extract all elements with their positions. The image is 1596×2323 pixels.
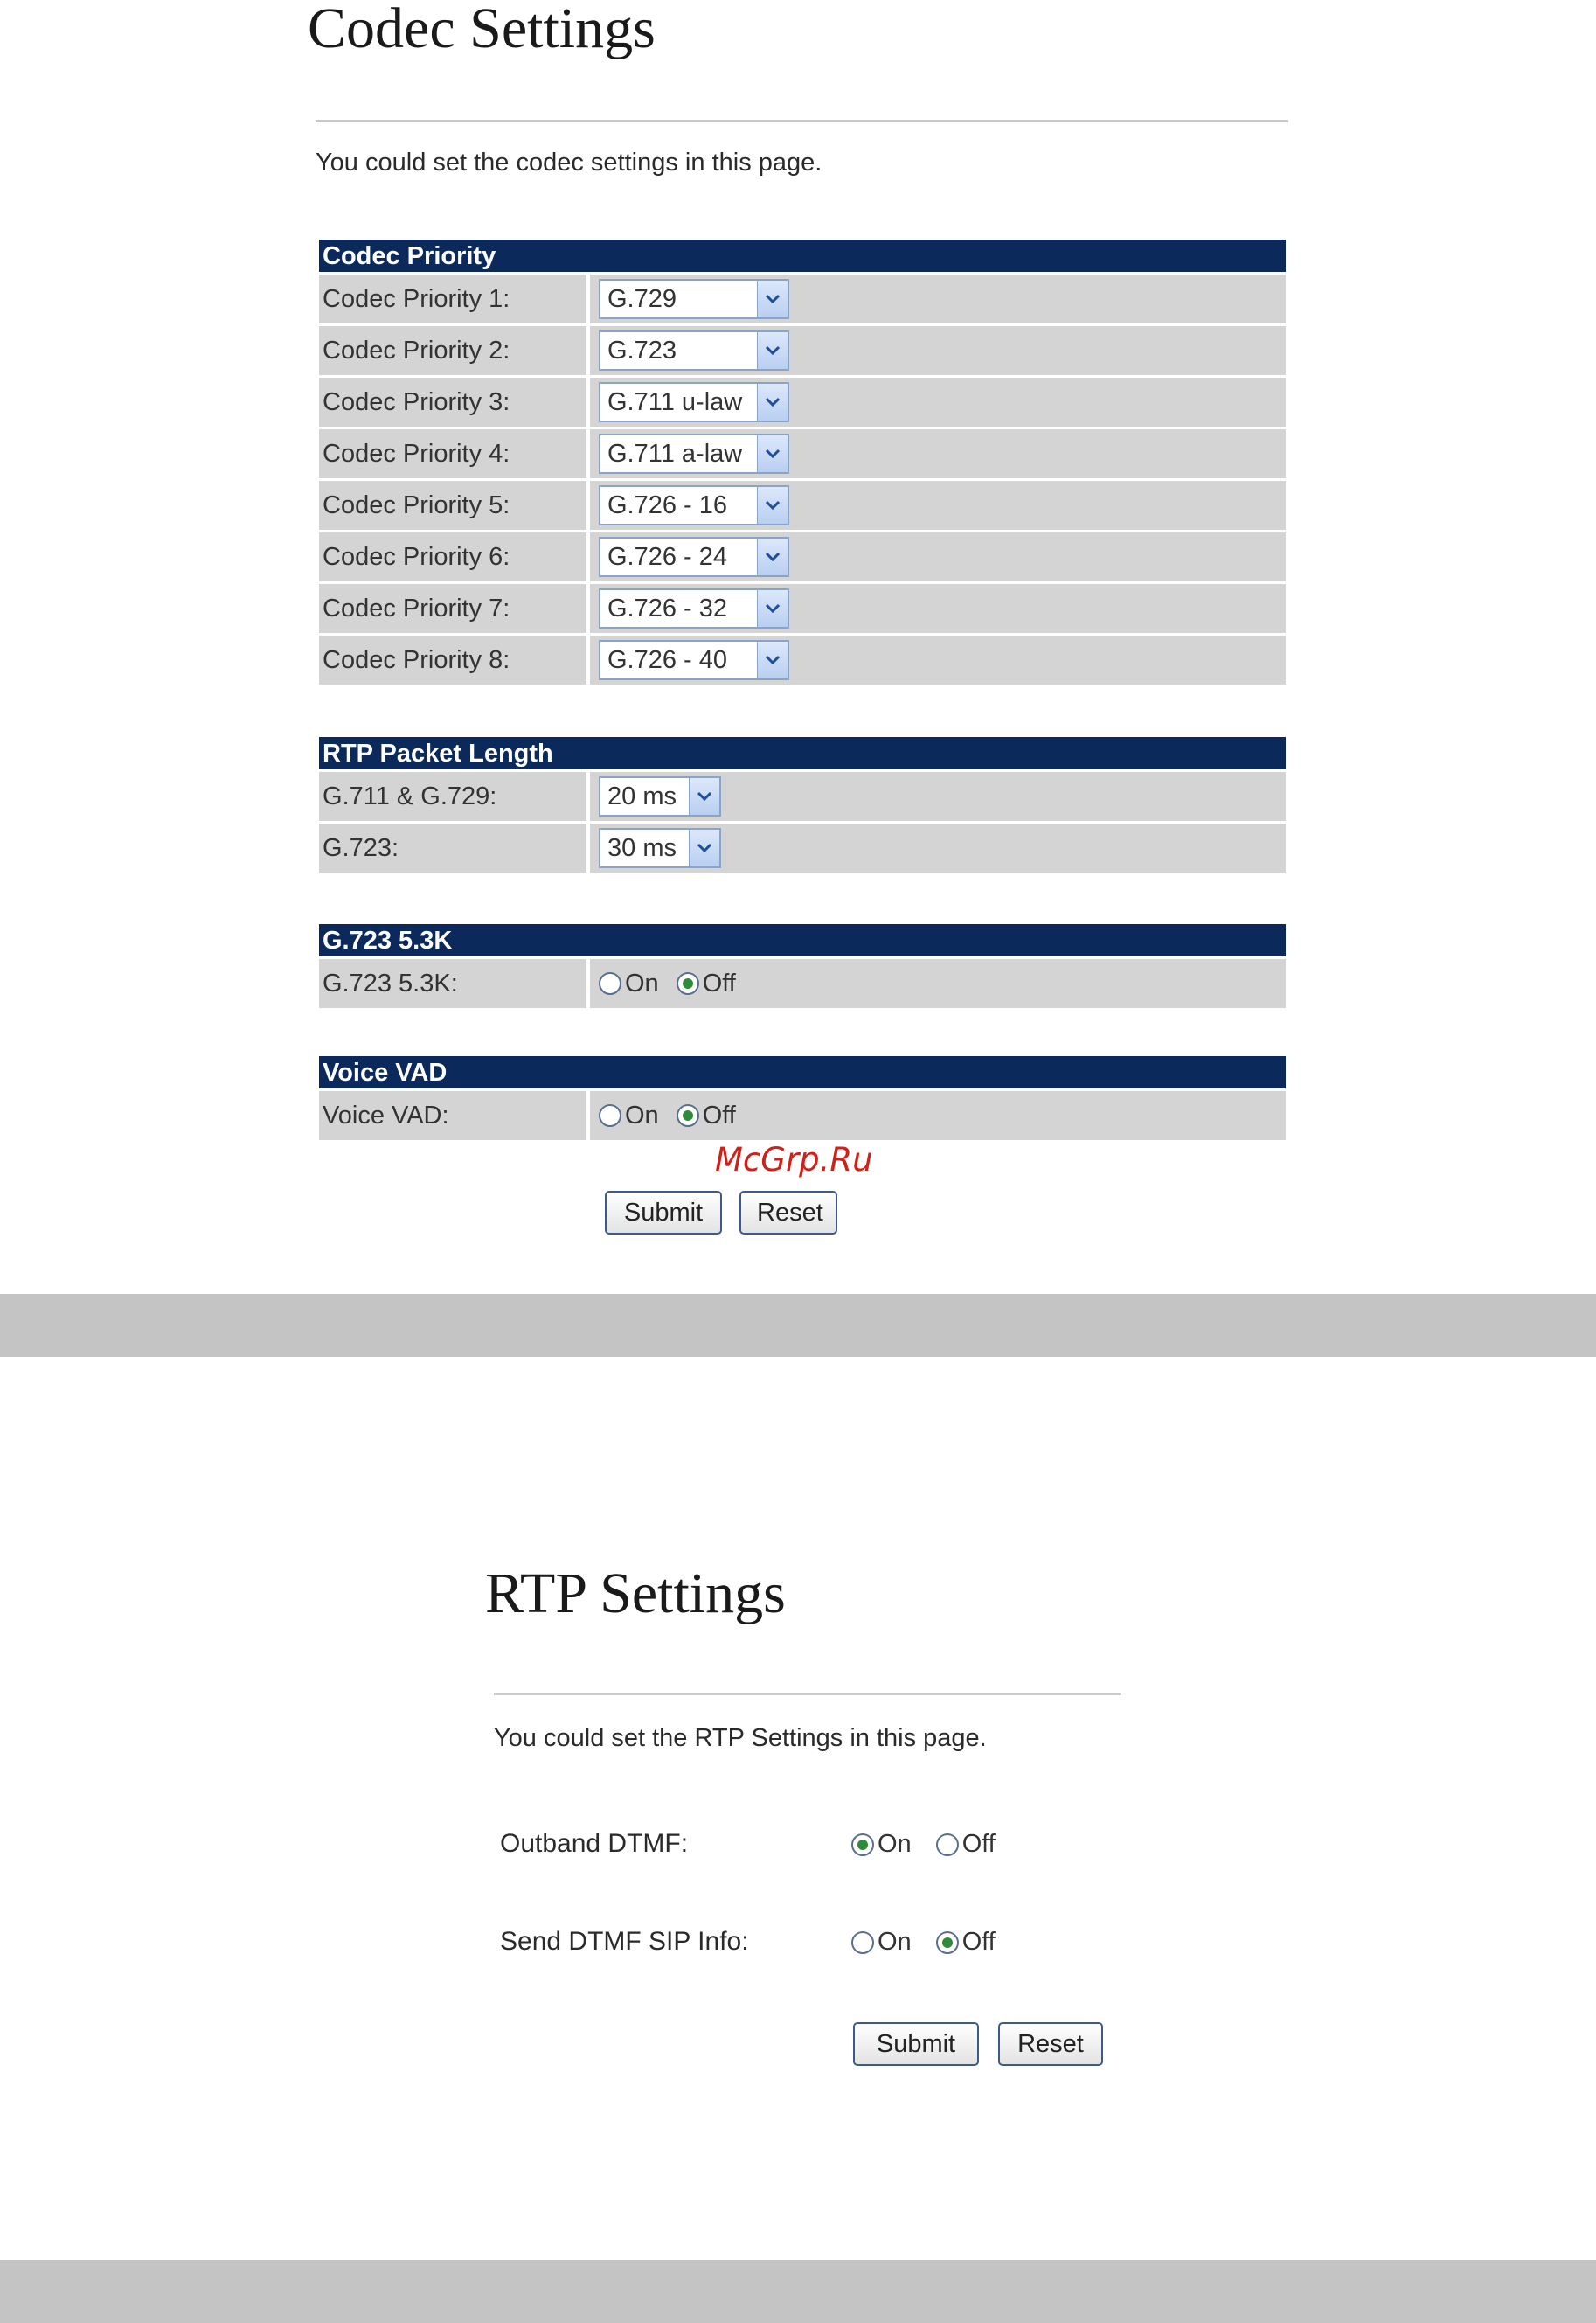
g711-g729-packet-length-selected-value: 20 ms xyxy=(607,782,677,810)
send-dtmf-sip-info-on-option[interactable] xyxy=(851,1928,912,1957)
codec-priority-8-selected-value: G.726 - 40 xyxy=(607,645,728,674)
voice-vad-off-radio[interactable] xyxy=(677,1104,699,1127)
g723-packet-length-row xyxy=(319,824,1286,873)
g723-on-radio[interactable] xyxy=(599,972,621,995)
chevron-down-icon[interactable] xyxy=(757,332,788,369)
codec-priority-3-label: Codec Priority 3: xyxy=(319,378,586,427)
chevron-down-icon[interactable] xyxy=(757,281,788,317)
voice-vad-on-label: On xyxy=(625,1101,659,1130)
send-dtmf-sip-info-off-label: Off xyxy=(961,1928,996,1956)
codec-priority-7-label: Codec Priority 7: xyxy=(319,584,586,633)
voice-vad-off-option[interactable] xyxy=(677,1102,736,1130)
rtp-page-title: RTP Settings xyxy=(485,1561,786,1625)
outband-dtmf-on-option[interactable] xyxy=(851,1830,912,1859)
codec-priority-3-selected-value: G.711 u-law xyxy=(607,387,743,416)
outband-dtmf-off-label: Off xyxy=(961,1830,996,1858)
chevron-down-icon[interactable] xyxy=(689,830,719,866)
codec-priority-1-selected-value: G.729 xyxy=(607,284,677,313)
rtp-packet-length-table xyxy=(319,737,1286,873)
voice-vad-label: Voice VAD: xyxy=(319,1091,586,1140)
codec-priority-5-label: Codec Priority 5: xyxy=(319,481,586,530)
codec-priority-6-label: Codec Priority 6: xyxy=(319,532,586,581)
codec-priority-2-select[interactable] xyxy=(599,330,789,371)
g723-packet-length-selected-value: 30 ms xyxy=(607,833,677,862)
codec-priority-4-row xyxy=(319,429,1286,478)
title-divider xyxy=(316,120,1288,122)
codec-priority-4-selected-value: G.711 a-law xyxy=(607,439,743,468)
codec-priority-7-row xyxy=(319,584,1286,633)
g723-table xyxy=(319,924,1286,1008)
outband-dtmf-label: Outband DTMF: xyxy=(500,1829,689,1858)
voice-vad-header: Voice VAD xyxy=(319,1056,1286,1088)
watermark-text: McGrp.Ru xyxy=(715,1141,873,1179)
voice-vad-on-radio[interactable] xyxy=(599,1104,621,1127)
g723-off-radio[interactable] xyxy=(677,972,699,995)
codec-priority-7-select[interactable] xyxy=(599,588,789,629)
codec-intro-text: You could set the codec settings in this page. xyxy=(316,149,822,177)
codec-page-title: Codec Settings xyxy=(308,0,656,60)
codec-submit-button[interactable]: Submit xyxy=(605,1191,722,1235)
codec-priority-7-selected-value: G.726 - 32 xyxy=(607,594,728,622)
chevron-down-icon[interactable] xyxy=(689,778,719,815)
g723-off-option[interactable] xyxy=(677,970,736,998)
codec-priority-6-row xyxy=(319,532,1286,581)
chevron-down-icon[interactable] xyxy=(757,487,788,524)
g723-radio-group xyxy=(599,970,753,998)
codec-priority-2-selected-value: G.723 xyxy=(607,336,677,365)
g723-row xyxy=(319,959,1286,1008)
voice-vad-row xyxy=(319,1091,1286,1140)
codec-priority-3-select[interactable] xyxy=(599,382,789,422)
send-dtmf-sip-info-radio-group xyxy=(851,1928,1013,1957)
outband-dtmf-radio-group xyxy=(851,1830,1013,1859)
send-dtmf-sip-info-label: Send DTMF SIP Info: xyxy=(500,1927,749,1956)
g723-header: G.723 5.3K xyxy=(319,924,1286,956)
codec-priority-6-selected-value: G.726 - 24 xyxy=(607,542,728,571)
codec-reset-button[interactable]: Reset xyxy=(739,1191,837,1235)
codec-priority-5-select[interactable] xyxy=(599,485,789,525)
codec-priority-8-select[interactable] xyxy=(599,640,789,680)
codec-priority-6-select[interactable] xyxy=(599,537,789,577)
g723-on-label: On xyxy=(625,969,659,998)
chevron-down-icon[interactable] xyxy=(757,539,788,575)
codec-priority-2-row xyxy=(319,326,1286,375)
codec-priority-1-label: Codec Priority 1: xyxy=(319,275,586,323)
codec-priority-1-row xyxy=(319,275,1286,323)
codec-priority-5-row xyxy=(319,481,1286,530)
g723-packet-length-label: G.723: xyxy=(319,824,586,873)
page-bottom-band xyxy=(0,2260,1596,2323)
send-dtmf-sip-info-on-radio[interactable] xyxy=(851,1931,874,1954)
rtp-reset-button[interactable]: Reset xyxy=(998,2022,1103,2066)
g723-on-option[interactable] xyxy=(599,970,659,998)
g711-g729-packet-length-select[interactable] xyxy=(599,776,721,817)
voice-vad-on-option[interactable] xyxy=(599,1102,659,1130)
chevron-down-icon[interactable] xyxy=(757,435,788,472)
send-dtmf-sip-info-off-radio[interactable] xyxy=(936,1931,959,1954)
voice-vad-radio-group xyxy=(599,1102,753,1130)
chevron-down-icon[interactable] xyxy=(757,590,788,627)
rtp-intro-text: You could set the RTP Settings in this page. xyxy=(494,1724,987,1752)
rtp-packet-length-header: RTP Packet Length xyxy=(319,737,1286,769)
codec-priority-2-label: Codec Priority 2: xyxy=(319,326,586,375)
codec-priority-4-label: Codec Priority 4: xyxy=(319,429,586,478)
g711-g729-packet-length-label: G.711 & G.729: xyxy=(319,772,586,821)
g723-off-label: Off xyxy=(702,969,736,998)
codec-priority-table xyxy=(319,240,1286,685)
codec-priority-4-select[interactable] xyxy=(599,434,789,474)
outband-dtmf-off-option[interactable] xyxy=(936,1830,996,1859)
rtp-title-divider xyxy=(494,1693,1121,1695)
outband-dtmf-on-label: On xyxy=(878,1830,912,1858)
outband-dtmf-off-radio[interactable] xyxy=(936,1833,959,1856)
g723-packet-length-select[interactable] xyxy=(599,828,721,868)
chevron-down-icon[interactable] xyxy=(757,384,788,421)
codec-priority-5-selected-value: G.726 - 16 xyxy=(607,490,728,519)
page-separator-band xyxy=(0,1294,1596,1357)
codec-priority-8-label: Codec Priority 8: xyxy=(319,636,586,685)
voice-vad-off-label: Off xyxy=(702,1101,736,1130)
send-dtmf-sip-info-off-option[interactable] xyxy=(936,1928,996,1957)
codec-priority-8-row xyxy=(319,636,1286,685)
codec-priority-1-select[interactable] xyxy=(599,279,789,319)
rtp-submit-button[interactable]: Submit xyxy=(853,2022,979,2066)
outband-dtmf-on-radio[interactable] xyxy=(851,1833,874,1856)
g711-g729-packet-length-row xyxy=(319,772,1286,821)
voice-vad-table xyxy=(319,1056,1286,1140)
codec-priority-header: Codec Priority xyxy=(319,240,1286,272)
codec-priority-3-row xyxy=(319,378,1286,427)
send-dtmf-sip-info-on-label: On xyxy=(878,1928,912,1956)
chevron-down-icon[interactable] xyxy=(757,642,788,678)
g723-label: G.723 5.3K: xyxy=(319,959,586,1008)
